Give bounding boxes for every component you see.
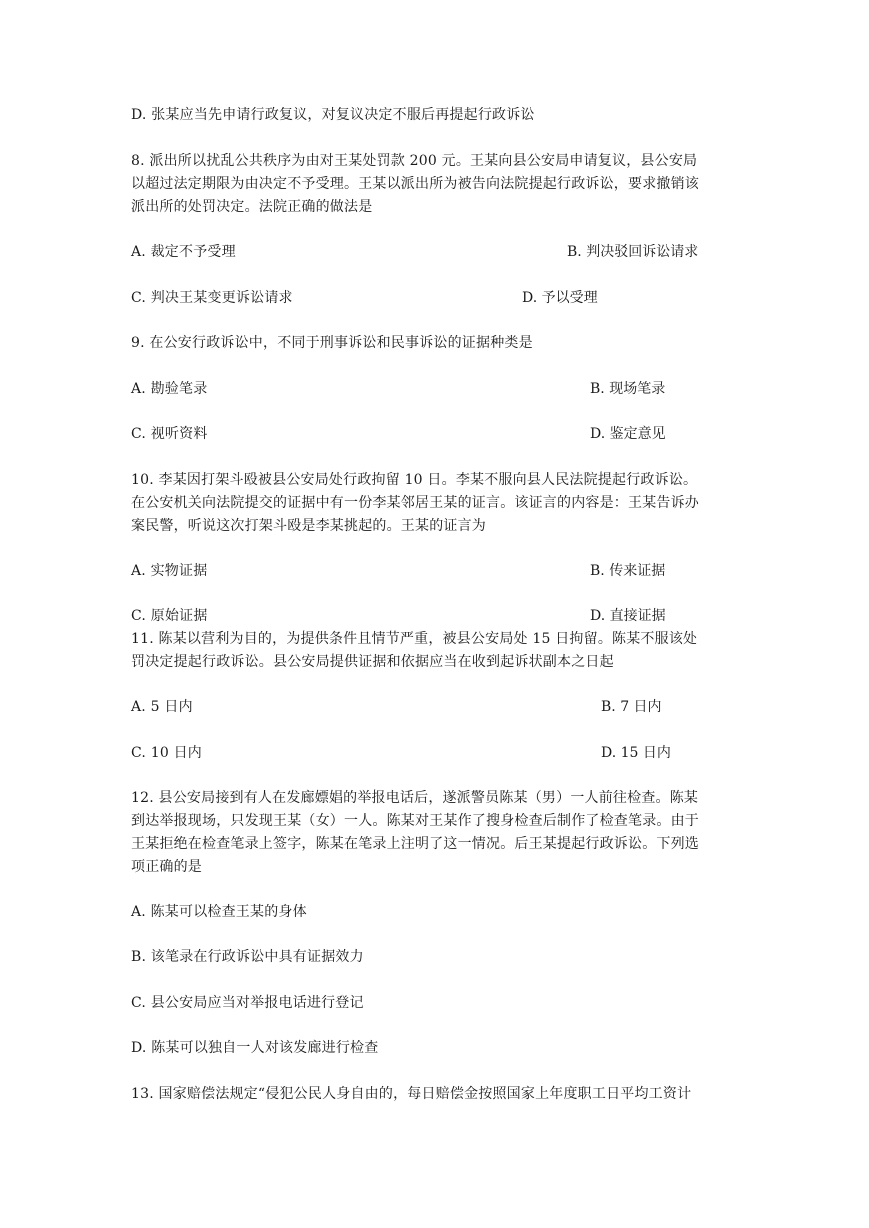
- q12-stem-line-1: 12. 县公安局接到有人在发廊嫖娼的举报电话后，遂派警员陈某（男）一人前往检查。陈某: [131, 790, 699, 806]
- q12-option-a: A. 陈某可以检查王某的身体: [131, 904, 307, 920]
- q8-stem-line-2: 以超过法定期限为由决定不予受理。王某以派出所为被告向法院提起行政诉讼，要求撤销该: [131, 176, 699, 192]
- q11-stem-line-1: 11. 陈某以营利为目的，为提供条件且情节严重，被县公安局处 15 日拘留。陈某不服该处: [131, 631, 698, 647]
- q11-option-c: C. 10 日内: [131, 745, 202, 761]
- q10-option-a: A. 实物证据: [131, 563, 208, 579]
- q10-option-c: C. 原始证据: [131, 608, 208, 624]
- q12-option-c: C. 县公安局应当对举报电话进行登记: [131, 995, 364, 1011]
- q12-stem-line-3: 王某拒绝在检查笔录上签字，陈某在笔录上注明了这一情况。后王某提起行政诉讼。下列选: [131, 836, 699, 852]
- q9-option-a: A. 勘验笔录: [131, 381, 208, 397]
- q8-option-a: A. 裁定不予受理: [131, 244, 236, 260]
- q12-stem-line-4: 项正确的是: [131, 859, 202, 875]
- q11-option-a: A. 5 日内: [131, 699, 193, 715]
- q8-option-d: D. 予以受理: [522, 290, 598, 306]
- q11-stem-line-2: 罚决定提起行政诉讼。县公安局提供证据和依据应当在收到起诉状副本之日起: [131, 654, 614, 670]
- q8-stem-line-3: 派出所的处罚决定。法院正确的做法是: [131, 199, 373, 215]
- q12-option-d: D. 陈某可以独自一人对该发廊进行检查: [131, 1040, 379, 1056]
- q9-stem: 9. 在公安行政诉讼中，不同于刑事诉讼和民事诉讼的证据种类是: [131, 335, 533, 351]
- q7-option-d: D. 张某应当先申请行政复议，对复议决定不服后再提起行政诉讼: [131, 107, 535, 123]
- q10-option-b: B. 传来证据: [590, 563, 666, 579]
- q8-stem-line-1: 8. 派出所以扰乱公共秩序为由对王某处罚款 200 元。王某向县公安局申请复议，县公安局: [131, 153, 698, 169]
- q11-option-b: B. 7 日内: [601, 699, 662, 715]
- q12-option-b: B. 该笔录在行政诉讼中具有证据效力: [131, 949, 364, 965]
- q9-option-d: D. 鉴定意见: [590, 426, 666, 442]
- q9-option-c: C. 视听资料: [131, 426, 208, 442]
- q9-option-b: B. 现场笔录: [590, 381, 666, 397]
- q10-stem-line-1: 10. 李某因打架斗殴被县公安局处行政拘留 10 日。李某不服向县人民法院提起行政诉讼。: [131, 472, 698, 488]
- q8-option-c: C. 判决王某变更诉讼请求: [131, 290, 293, 306]
- q8-option-b: B. 判决驳回诉讼请求: [567, 244, 699, 260]
- q10-stem-line-3: 案民警，听说这次打架斗殴是李某挑起的。王某的证言为: [131, 518, 486, 534]
- q13-stem-line-1: 13. 国家赔偿法规定“侵犯公民人身自由的，每日赔偿金按照国家上年度职工日平均工资计: [131, 1086, 692, 1102]
- q10-stem-line-2: 在公安机关向法院提交的证据中有一份李某邻居王某的证言。该证言的内容是：王某告诉办: [131, 495, 699, 511]
- q11-option-d: D. 15 日内: [601, 745, 671, 761]
- q12-stem-line-2: 到达举报现场，只发现王某（女）一人。陈某对王某作了搜身检查后制作了检查笔录。由于: [131, 813, 699, 829]
- q10-option-d: D. 直接证据: [590, 608, 666, 624]
